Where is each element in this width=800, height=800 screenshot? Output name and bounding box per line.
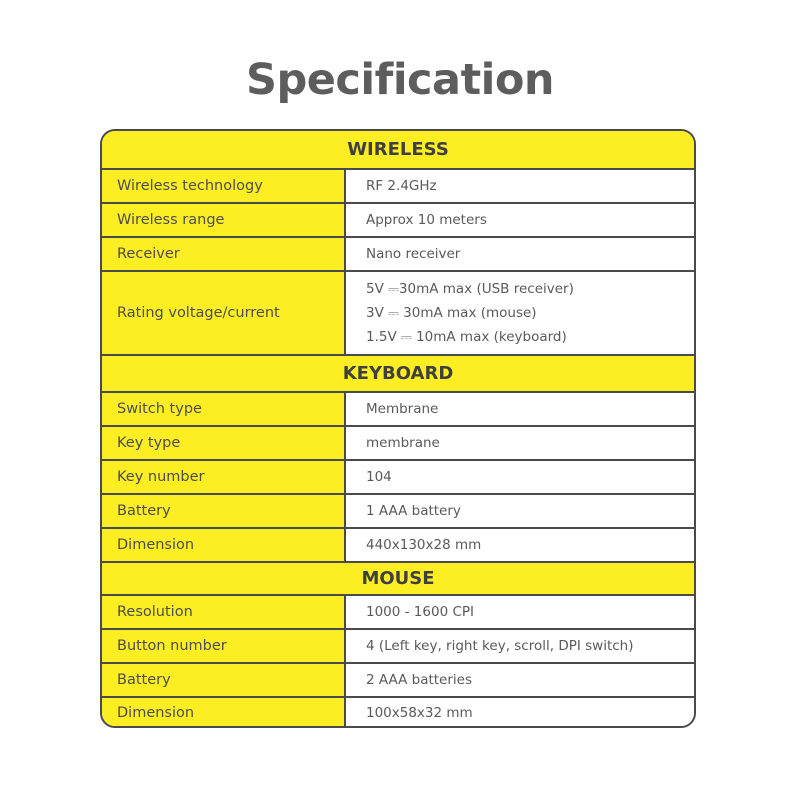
- spec-label: Battery: [102, 664, 346, 696]
- spec-label: Key type: [102, 427, 346, 459]
- spec-row-rating-voltage: [102, 272, 694, 356]
- spec-value-text: 5V ⎓30mA max (USB receiver): [366, 281, 574, 297]
- section-header-mouse: MOUSE: [102, 563, 694, 596]
- spec-value-text: 2 AAA batteries: [366, 672, 473, 688]
- spec-value-text: 440x130x28 mm: [366, 537, 482, 553]
- spec-value-text: 1.5V ⎓ 10mA max (keyboard): [366, 329, 567, 345]
- spec-value-text: 100x58x32 mm: [366, 705, 473, 721]
- spec-row-keyboard-dimension: [102, 529, 694, 563]
- spec-label: Rating voltage/current: [102, 272, 346, 354]
- spec-row-wireless-technology: [102, 170, 694, 204]
- spec-label: Dimension: [102, 529, 346, 561]
- spec-value-text: Membrane: [366, 401, 439, 417]
- spec-row-receiver: [102, 238, 694, 272]
- spec-label: Button number: [102, 630, 346, 662]
- spec-value: [346, 495, 694, 527]
- specification-table: [100, 129, 696, 728]
- spec-row-key-number: [102, 461, 694, 495]
- spec-row-mouse-dimension: [102, 698, 694, 728]
- spec-label: Wireless range: [102, 204, 346, 236]
- spec-value-text: Approx 10 meters: [366, 212, 487, 228]
- page-title: Specification: [245, 55, 555, 105]
- spec-value-text: 1 AAA battery: [366, 503, 461, 519]
- spec-value-text: 1000 - 1600 CPI: [366, 604, 475, 620]
- spec-label: Wireless technology: [102, 170, 346, 202]
- spec-label: Dimension: [102, 698, 346, 728]
- spec-value: [346, 170, 694, 202]
- spec-label: Key number: [102, 461, 346, 493]
- spec-row-keyboard-battery: [102, 495, 694, 529]
- spec-row-key-type: [102, 427, 694, 461]
- spec-value: [346, 630, 694, 662]
- spec-value: [346, 427, 694, 459]
- spec-value: [346, 664, 694, 696]
- spec-label: Battery: [102, 495, 346, 527]
- section-header-wireless: WIRELESS: [102, 131, 694, 170]
- spec-value: [346, 698, 694, 728]
- spec-value-text: 3V ⎓ 30mA max (mouse): [366, 305, 537, 321]
- spec-value: [346, 393, 694, 425]
- spec-value-text: RF 2.4GHz: [366, 178, 437, 194]
- spec-row-button-number: [102, 630, 694, 664]
- spec-row-switch-type: [102, 393, 694, 427]
- spec-value: [346, 238, 694, 270]
- section-header-keyboard: KEYBOARD: [102, 356, 694, 393]
- spec-label: Switch type: [102, 393, 346, 425]
- spec-row-mouse-battery: [102, 664, 694, 698]
- spec-value-text: 104: [366, 469, 392, 485]
- spec-row-wireless-range: [102, 204, 694, 238]
- spec-value: [346, 461, 694, 493]
- spec-label: Resolution: [102, 596, 346, 628]
- spec-value: [346, 272, 694, 354]
- spec-value-text: 4 (Left key, right key, scroll, DPI switch): [366, 638, 634, 654]
- spec-label: Receiver: [102, 238, 346, 270]
- spec-value-text: Nano receiver: [366, 246, 461, 262]
- spec-value: [346, 204, 694, 236]
- spec-value: [346, 596, 694, 628]
- spec-value: [346, 529, 694, 561]
- spec-row-resolution: [102, 596, 694, 630]
- spec-value-text: membrane: [366, 435, 440, 451]
